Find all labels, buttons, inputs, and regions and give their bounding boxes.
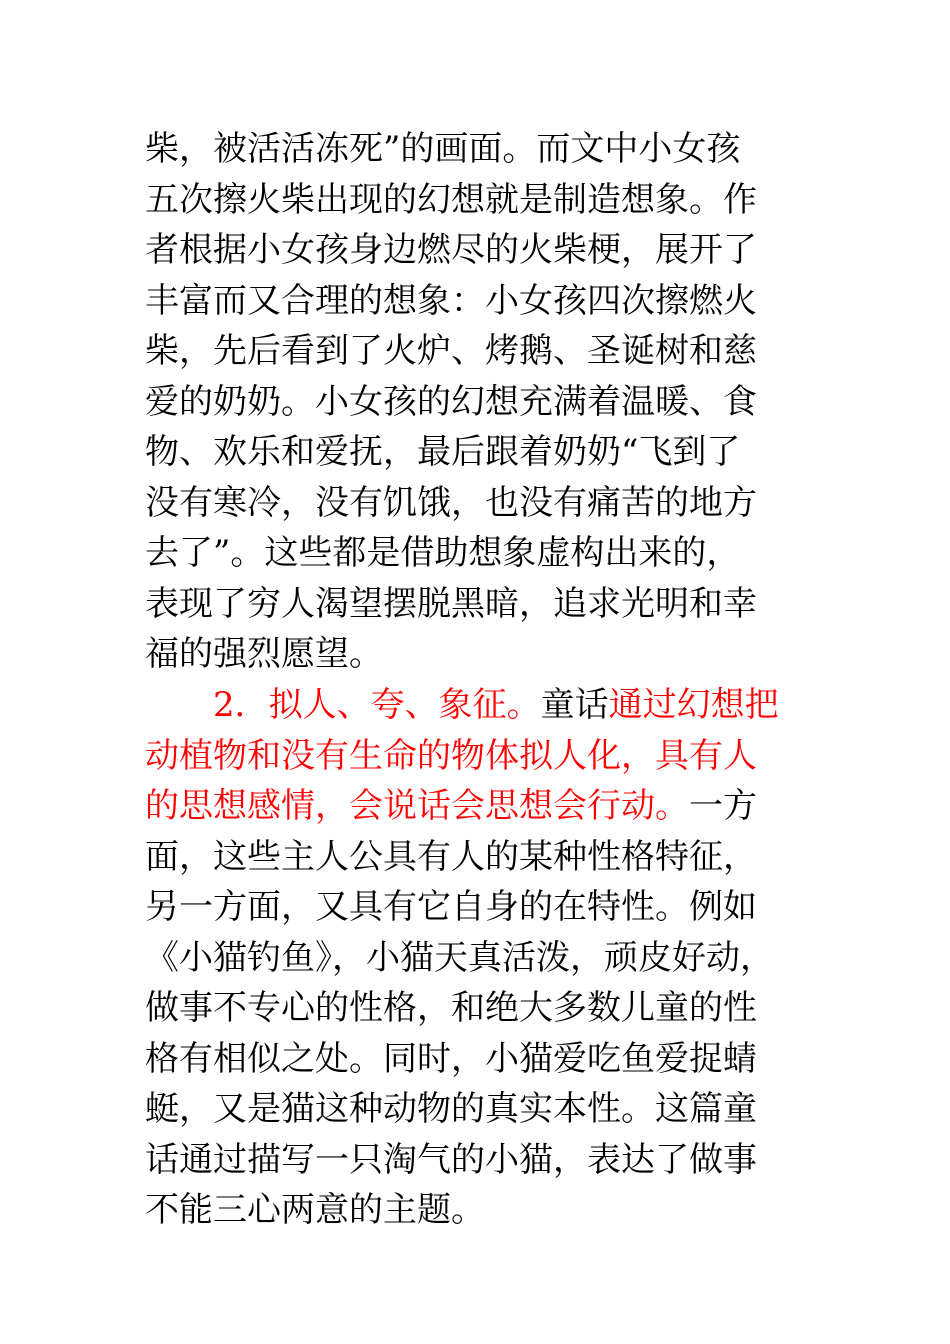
text-run: 童话 (540, 685, 609, 725)
text-line: 丰富而又合理的想象：小女孩四次擦燃火 (145, 280, 757, 321)
section-heading: 2．拟人、夸、象征。 (213, 685, 541, 725)
text-line: 做事不专心的性格，和绝大多数儿童的性 (145, 988, 757, 1028)
text-line: 物、欢乐和爱抚，最后跟着奶奶“飞到了 (145, 432, 741, 472)
text-line: 五次擦火柴出现的幻想就是制造想象。作 (145, 179, 757, 220)
text-line: 另一方面，又具有它自身的在特性。例如 (145, 887, 757, 927)
text-run: 一方 (689, 786, 757, 826)
text-line: 面，这些主人公具有人的某种性格特征， (145, 836, 757, 877)
paragraph-2 (145, 680, 795, 1236)
paragraph-1 (145, 124, 795, 680)
text-line: 不能三心两意的主题。 (145, 1190, 485, 1230)
text-line: 表现了穷人渴望摆脱黑暗，追求光明和幸 (145, 583, 757, 624)
highlighted-text-line: 动植物和没有生命的物体拟人化，具有人 (145, 735, 757, 776)
text-line: 没有寒冷，没有饥饿，也没有痛苦的地方 (145, 482, 757, 523)
highlighted-text: 的思想感情，会说话会思想会行动。 (145, 786, 689, 826)
text-line: 者根据小女孩身边燃尽的火柴梗，展开了 (145, 230, 757, 270)
paragraph-2-third-line (145, 781, 795, 832)
text-line: 《小猫钓鱼》，小猫天真活泼，顽皮好动， (145, 937, 774, 978)
text-line: 福的强烈愿望。 (145, 634, 383, 674)
text-line: 话通过描写一只淘气的小猫，表达了做事 (145, 1139, 757, 1180)
text-line: 格有相似之处。同时，小猫爱吃鱼爱捉蜻 (145, 1038, 757, 1079)
text-line: 爱的奶奶。小女孩的幻想充满着温暖、食 (145, 381, 757, 422)
highlighted-text: 通过幻想把 (608, 685, 779, 725)
text-line: 蜓，又是猫这种动物的真实本性。这篇童 (145, 1089, 757, 1129)
text-line: 去了”。这些都是借助想象虚构出来的， (145, 533, 741, 573)
text-line: 柴，先后看到了火炉、烤鹅、圣诞树和慈 (145, 331, 757, 371)
text-line: 柴，被活活冻死”的画面。而文中小女孩 (145, 129, 741, 169)
paragraph-2-first-line (145, 680, 795, 731)
